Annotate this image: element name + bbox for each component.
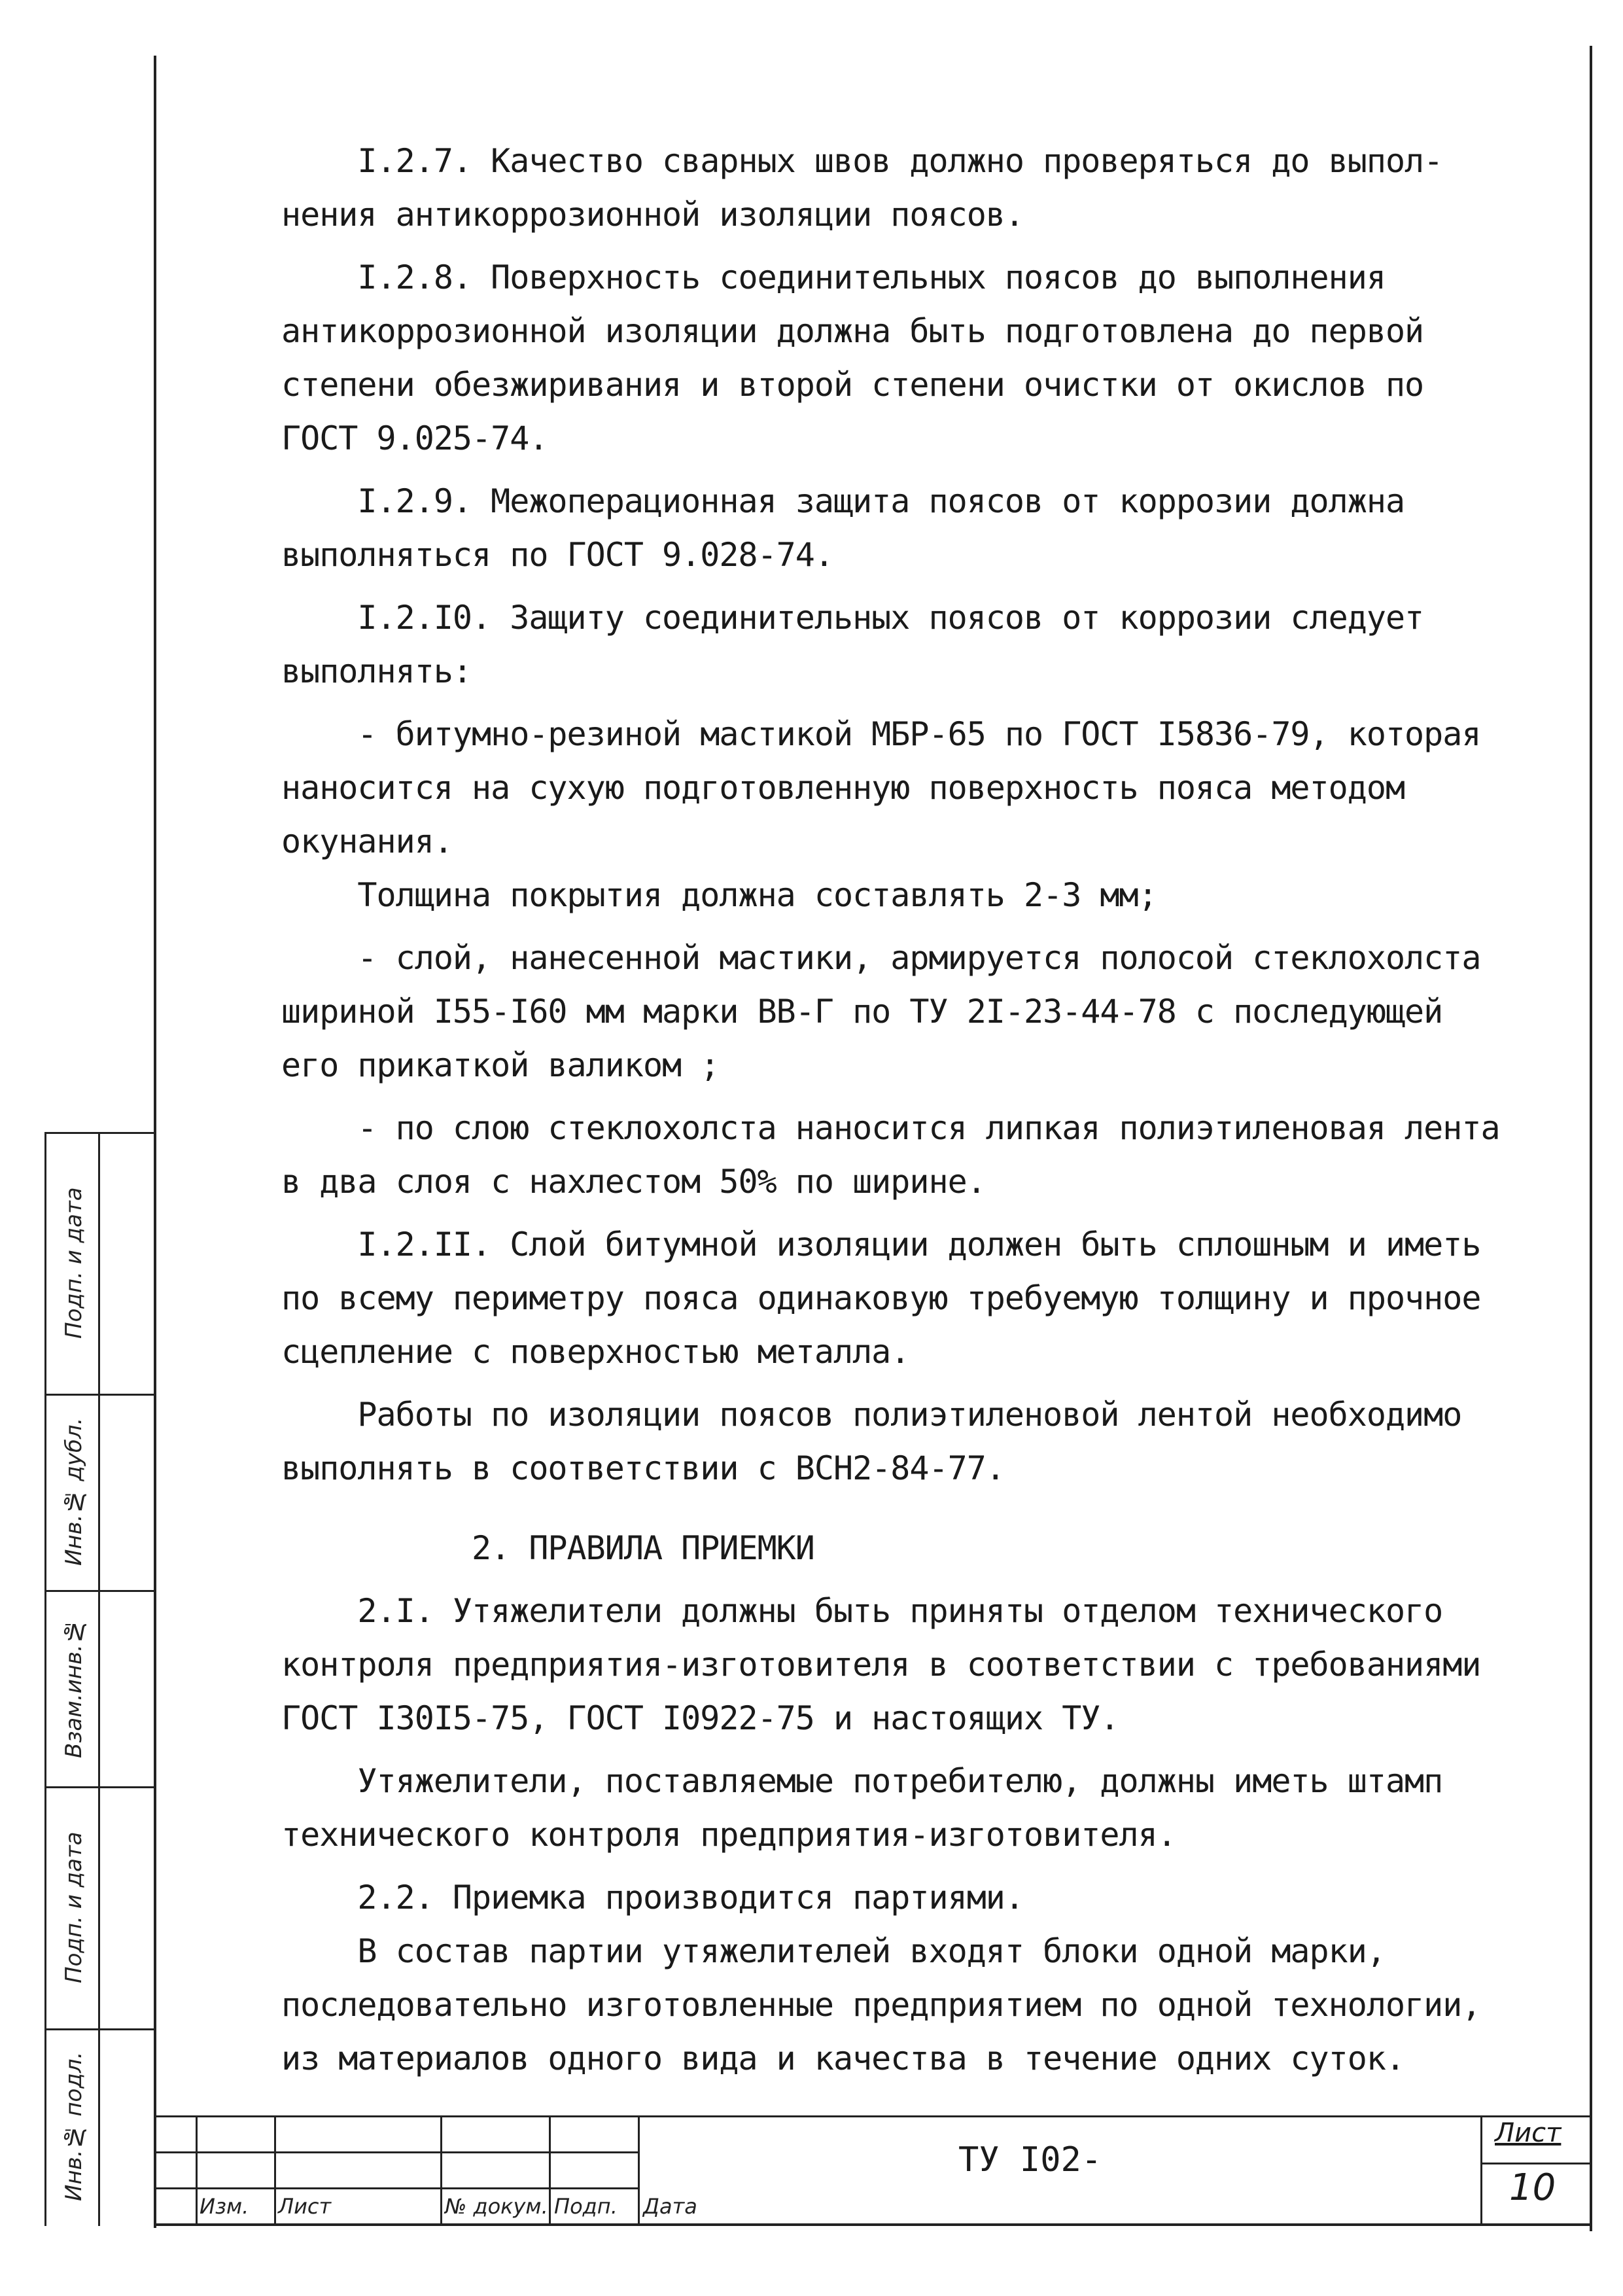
- title-block-line: [154, 2115, 1592, 2117]
- body-line: 2.2. Приемка производится партиями.: [281, 1879, 1024, 1916]
- body-line: из материалов одного вида и качества в течение одних суток.: [281, 2040, 1405, 2077]
- body-line: I.2.8. Поверхность соединительных поясов до выполнения: [281, 258, 1386, 296]
- body-line: 2. ПРАВИЛА ПРИЕМКИ: [281, 1529, 814, 1567]
- stamp-divider: [44, 2028, 154, 2030]
- body-line: - слой, нанесенной мастики, армируется полосой стеклохолста: [281, 939, 1481, 977]
- body-line: в два слоя с нахлестом 50% по ширине.: [281, 1163, 986, 1201]
- body-line: Толщина покрытия должна составлять 2-3 мм;: [281, 876, 1157, 914]
- title-block-line: [1480, 2115, 1482, 2225]
- body-line: - по слою стеклохолста наносится липкая полиэтиленовая лента: [281, 1109, 1500, 1147]
- body-line: шириной I55-I60 мм марки ВВ-Г по ТУ 2I-23-44-78 с последующей: [281, 993, 1443, 1031]
- stamp-divider: [98, 1132, 100, 2226]
- title-block-line: [154, 2151, 638, 2153]
- title-block-line: [196, 2115, 198, 2225]
- body-line: выполняться по ГОСТ 9.028-74.: [281, 536, 833, 574]
- title-block-line: [549, 2115, 551, 2225]
- title-block: [154, 2115, 1592, 2225]
- col-list: Лист: [278, 2194, 332, 2219]
- title-block-line: [1480, 2163, 1592, 2164]
- body-line: технического контроля предприятия-изготовителя.: [281, 1816, 1176, 1854]
- body-line: Утяжелители, поставляемые потребителю, должны иметь штамп: [281, 1762, 1443, 1800]
- stamp-divider: [44, 1786, 154, 1788]
- sheet-number: 10: [1509, 2166, 1556, 2209]
- body-line: его прикаткой валиком ;: [281, 1046, 720, 1084]
- body-line: контроля предприятия-изготовителя в соответствии с требованиями: [281, 1646, 1481, 1684]
- body-line: окунания.: [281, 822, 453, 860]
- body-line: ГОСТ 9.025-74.: [281, 419, 548, 457]
- col-izm: Изм.: [200, 2194, 249, 2219]
- body-line: нения антикоррозионной изоляции поясов.: [281, 196, 1024, 234]
- frame-left-border: [154, 56, 156, 2228]
- stamp-divider: [44, 1394, 154, 1396]
- stamp-inv-dubl: Инв.№ дубл.: [61, 1417, 87, 1566]
- stamp-vzam-inv: Взам.инв.№: [61, 1618, 87, 1758]
- body-line: - битумно-резиной мастикой МБР-65 по ГОСТ I5836-79, которая: [281, 715, 1481, 753]
- body-line: антикоррозионной изоляции должна быть подготовлена до первой: [281, 312, 1424, 350]
- body-line: выполнять в соответствии с ВСН2-84-77.: [281, 1449, 1005, 1487]
- body-line: I.2.7. Качество сварных швов должно проверяться до выпол-: [281, 142, 1443, 180]
- title-block-line: [440, 2115, 442, 2225]
- body-line: последовательно изготовленные предприятием по одной технологии,: [281, 1986, 1481, 2024]
- body-line: наносится на сухую подготовленную поверхность пояса методом: [281, 769, 1405, 807]
- title-block-line: [274, 2115, 276, 2225]
- body-line: I.2.9. Межоперационная защита поясов от коррозии должна: [281, 482, 1405, 520]
- body-line: I.2.II. Слой битумной изоляции должен быть сплошным и иметь: [281, 1226, 1481, 1263]
- title-block-line: [154, 2187, 638, 2189]
- col-sign: Подп.: [554, 2194, 618, 2219]
- stamp-divider: [44, 1132, 154, 1134]
- body-line: выполнять:: [281, 652, 472, 690]
- margin-stamp: [44, 1132, 154, 2226]
- body-line: Работы по изоляции поясов полиэтиленовой лентой необходимо: [281, 1396, 1462, 1434]
- sheet-caption: Лист: [1495, 2118, 1562, 2148]
- title-block-line: [638, 2115, 640, 2225]
- document-code: ТУ I02-: [958, 2140, 1102, 2180]
- stamp-divider: [44, 1590, 154, 1592]
- document-body: [281, 134, 1583, 2085]
- body-line: степени обезжиривания и второй степени очистки от окислов по: [281, 366, 1424, 404]
- body-line: В состав партии утяжелителей входят блоки одной марки,: [281, 1932, 1386, 1970]
- stamp-sign-date-1: Подп. и дата: [61, 1187, 87, 1339]
- stamp-divider: [44, 1132, 46, 2226]
- body-line: 2.I. Утяжелители должны быть приняты отделом технического: [281, 1592, 1443, 1630]
- body-line: по всему периметру пояса одинаковую требуемую толщину и прочное: [281, 1279, 1481, 1317]
- stamp-inv-podl: Инв.№ подл.: [61, 2051, 87, 2202]
- frame-right-border: [1590, 46, 1592, 2231]
- col-date: Дата: [643, 2194, 697, 2219]
- col-doc: № докум.: [445, 2194, 548, 2219]
- body-line: I.2.I0. Защиту соединительных поясов от коррозии следует: [281, 599, 1424, 637]
- stamp-sign-date-2: Подп. и дата: [61, 1831, 87, 1983]
- body-line: сцепление с поверхностью металла.: [281, 1333, 910, 1371]
- body-line: ГОСТ I30I5-75, ГОСТ I0922-75 и настоящих ТУ.: [281, 1699, 1119, 1737]
